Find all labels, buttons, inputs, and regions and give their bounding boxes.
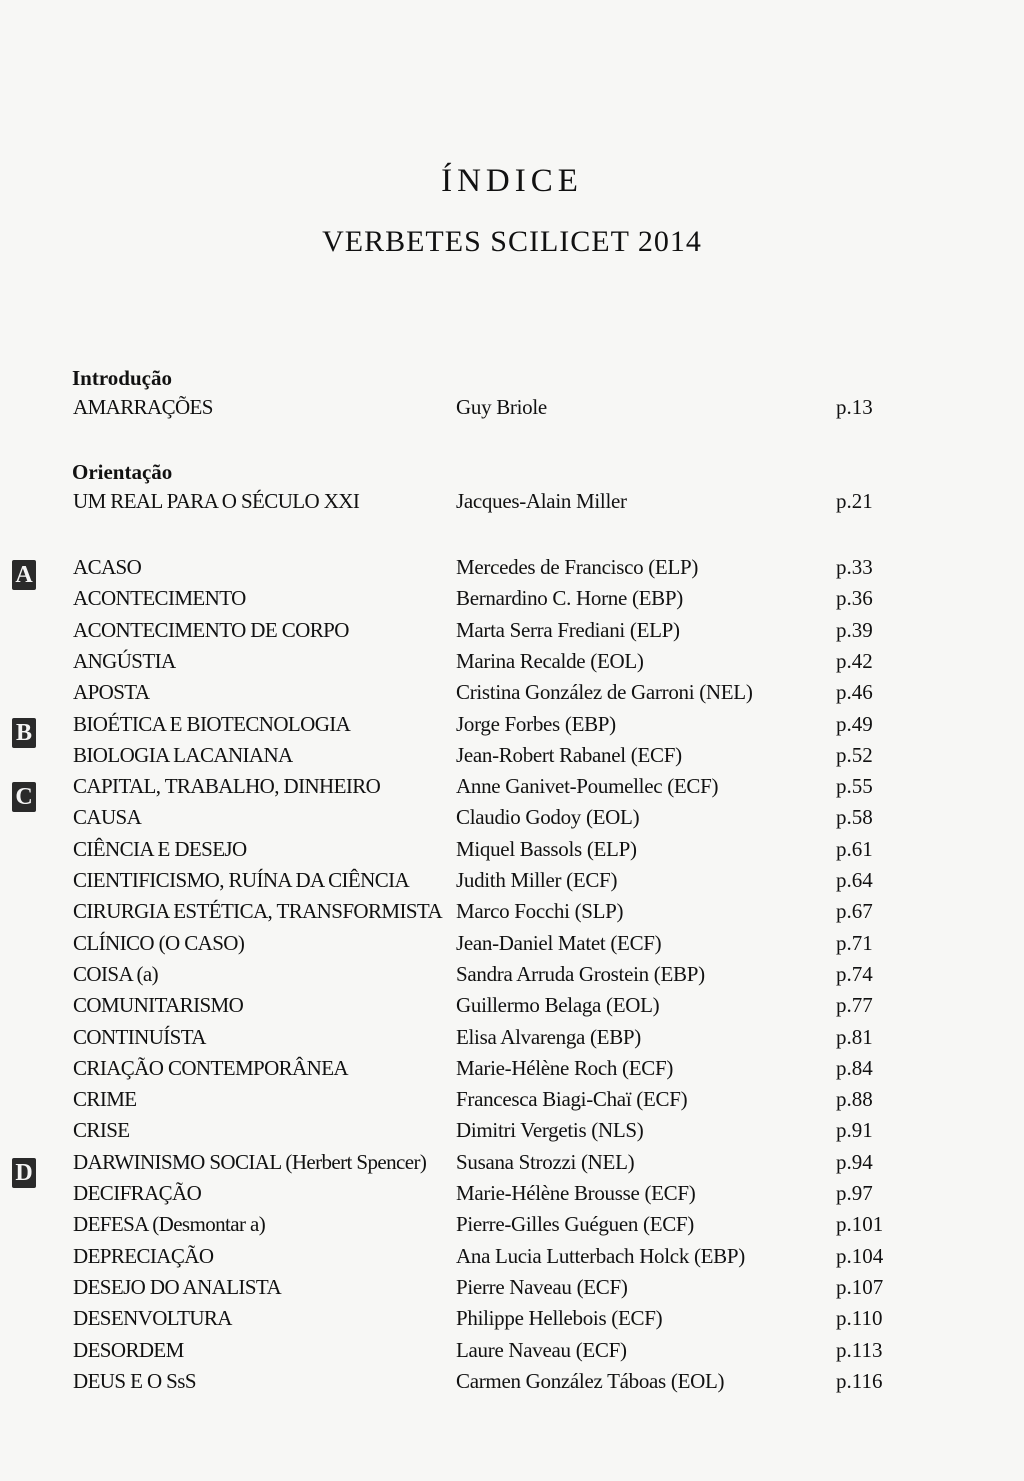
entry-author: Francesca Biagi-Chaï (ECF) bbox=[456, 1087, 688, 1111]
letter-marker-a: A bbox=[12, 560, 36, 590]
index-entry bbox=[0, 586, 1024, 616]
entry-author: Carmen González Táboas (EOL) bbox=[456, 1369, 725, 1393]
index-entry bbox=[0, 1244, 1024, 1274]
entry-author: Laure Naveau (ECF) bbox=[456, 1338, 627, 1362]
index-entry bbox=[0, 555, 1024, 585]
entry-page: p.104 bbox=[836, 1244, 884, 1268]
entry-term: DEFESA (Desmontar a) bbox=[73, 1212, 266, 1236]
entry-page: p.21 bbox=[836, 489, 873, 513]
entry-author: Cristina González de Garroni (NEL) bbox=[456, 680, 753, 704]
index-entry bbox=[0, 962, 1024, 992]
entry-page: p.107 bbox=[836, 1275, 884, 1299]
page-subtitle: VERBETES SCILICET 2014 bbox=[322, 225, 702, 258]
entry-author: Guillermo Belaga (EOL) bbox=[456, 993, 660, 1017]
index-entry bbox=[0, 837, 1024, 867]
index-entry bbox=[0, 1025, 1024, 1055]
entry-author: Marta Serra Frediani (ELP) bbox=[456, 618, 680, 642]
entry-page: p.61 bbox=[836, 837, 873, 861]
index-entry bbox=[0, 1306, 1024, 1336]
entry-term: DESEJO DO ANALISTA bbox=[73, 1275, 282, 1299]
entry-term: COMUNITARISMO bbox=[73, 993, 244, 1017]
entry-page: p.64 bbox=[836, 868, 873, 892]
index-entry bbox=[0, 868, 1024, 898]
entry-term: UM REAL PARA O SÉCULO XXI bbox=[73, 489, 360, 513]
index-entry bbox=[0, 1212, 1024, 1242]
entry-term: CRISE bbox=[73, 1118, 130, 1142]
entry-author: Jean-Daniel Matet (ECF) bbox=[456, 931, 662, 955]
index-entry bbox=[0, 743, 1024, 773]
entry-term: DECIFRAÇÃO bbox=[73, 1181, 202, 1205]
entry-page: p.84 bbox=[836, 1056, 873, 1080]
entry-term: DARWINISMO SOCIAL (Herbert Spencer) bbox=[73, 1150, 427, 1174]
orientation-entry bbox=[0, 489, 1024, 519]
entry-page: p.52 bbox=[836, 743, 873, 767]
entry-author: Dimitri Vergetis (NLS) bbox=[456, 1118, 644, 1142]
entry-page: p.91 bbox=[836, 1118, 873, 1142]
entry-author: Jacques-Alain Miller bbox=[456, 489, 627, 513]
entry-term: CIÊNCIA E DESEJO bbox=[73, 837, 247, 861]
entry-term: ACONTECIMENTO bbox=[73, 586, 246, 610]
entry-page: p.67 bbox=[836, 899, 873, 923]
entry-page: p.94 bbox=[836, 1150, 873, 1174]
index-entry bbox=[0, 649, 1024, 679]
entry-author: Sandra Arruda Grostein (EBP) bbox=[456, 962, 705, 986]
entry-term: CRIAÇÃO CONTEMPORÂNEA bbox=[73, 1056, 349, 1080]
entry-page: p.13 bbox=[836, 395, 873, 419]
entry-page: p.97 bbox=[836, 1181, 873, 1205]
orientation-heading: Orientação bbox=[72, 460, 173, 484]
index-entry bbox=[0, 1118, 1024, 1148]
index-entry bbox=[0, 1275, 1024, 1305]
entry-term: DESORDEM bbox=[73, 1338, 184, 1362]
entry-page: p.113 bbox=[836, 1338, 883, 1362]
entry-author: Pierre Naveau (ECF) bbox=[456, 1275, 628, 1299]
entry-author: Anne Ganivet-Poumellec (ECF) bbox=[456, 774, 719, 798]
entry-author: Judith Miller (ECF) bbox=[456, 868, 618, 892]
index-entry bbox=[0, 1181, 1024, 1211]
index-entry bbox=[0, 1369, 1024, 1399]
entry-page: p.116 bbox=[836, 1369, 883, 1393]
entry-term: BIOÉTICA E BIOTECNOLOGIA bbox=[73, 712, 351, 736]
entry-term: ACONTECIMENTO DE CORPO bbox=[73, 618, 349, 642]
index-entry bbox=[0, 1150, 1024, 1180]
entry-author: Marie-Hélène Brousse (ECF) bbox=[456, 1181, 696, 1205]
entry-page: p.39 bbox=[836, 618, 873, 642]
index-entry bbox=[0, 1087, 1024, 1117]
index-entry bbox=[0, 680, 1024, 710]
entry-author: Marie-Hélène Roch (ECF) bbox=[456, 1056, 674, 1080]
entry-term: ANGÚSTIA bbox=[73, 649, 176, 673]
entry-page: p.77 bbox=[836, 993, 873, 1017]
entry-term: CRIME bbox=[73, 1087, 137, 1111]
entry-page: p.81 bbox=[836, 1025, 873, 1049]
entry-page: p.110 bbox=[836, 1306, 883, 1330]
entry-page: p.58 bbox=[836, 805, 873, 829]
entry-term: CONTINUÍSTA bbox=[73, 1025, 206, 1049]
entry-author: Jorge Forbes (EBP) bbox=[456, 712, 616, 736]
entry-term: ACASO bbox=[73, 555, 142, 579]
entry-page: p.33 bbox=[836, 555, 873, 579]
letter-marker-d: D bbox=[12, 1158, 36, 1188]
index-entry bbox=[0, 1056, 1024, 1086]
entry-term: CAUSA bbox=[73, 805, 142, 829]
entry-page: p.46 bbox=[836, 680, 873, 704]
letter-marker-c: C bbox=[12, 782, 36, 812]
index-entry bbox=[0, 774, 1024, 804]
entry-author: Philippe Hellebois (ECF) bbox=[456, 1306, 663, 1330]
page-title: ÍNDICE bbox=[441, 163, 583, 199]
entry-term: CLÍNICO (O CASO) bbox=[73, 931, 245, 955]
index-entry bbox=[0, 618, 1024, 648]
entry-author: Mercedes de Francisco (ELP) bbox=[456, 555, 699, 579]
index-entry bbox=[0, 993, 1024, 1023]
entry-author: Susana Strozzi (NEL) bbox=[456, 1150, 635, 1174]
index-entry bbox=[0, 1338, 1024, 1368]
entry-page: p.42 bbox=[836, 649, 873, 673]
intro-entry bbox=[0, 395, 1024, 425]
entry-term: AMARRAÇÕES bbox=[73, 395, 213, 419]
entry-page: p.36 bbox=[836, 586, 873, 610]
intro-heading: Introdução bbox=[72, 366, 172, 390]
index-entry bbox=[0, 805, 1024, 835]
entry-author: Pierre-Gilles Guéguen (ECF) bbox=[456, 1212, 695, 1236]
entry-page: p.101 bbox=[836, 1212, 884, 1236]
entry-term: DEUS E O SsS bbox=[73, 1369, 196, 1393]
index-entry bbox=[0, 931, 1024, 961]
entry-page: p.71 bbox=[836, 931, 873, 955]
index-entry bbox=[0, 712, 1024, 742]
entry-author: Marco Focchi (SLP) bbox=[456, 899, 624, 923]
entry-term: DESENVOLTURA bbox=[73, 1306, 232, 1330]
entry-term: CAPITAL, TRABALHO, DINHEIRO bbox=[73, 774, 381, 798]
entry-page: p.74 bbox=[836, 962, 873, 986]
entry-author: Bernardino C. Horne (EBP) bbox=[456, 586, 683, 610]
entry-author: Claudio Godoy (EOL) bbox=[456, 805, 640, 829]
index-entry bbox=[0, 899, 1024, 929]
entry-term: CIRURGIA ESTÉTICA, TRANSFORMISTA bbox=[73, 899, 443, 923]
entry-author: Elisa Alvarenga (EBP) bbox=[456, 1025, 641, 1049]
entry-page: p.49 bbox=[836, 712, 873, 736]
entry-term: BIOLOGIA LACANIANA bbox=[73, 743, 293, 767]
entry-author: Miquel Bassols (ELP) bbox=[456, 837, 637, 861]
entry-author: Ana Lucia Lutterbach Holck (EBP) bbox=[456, 1244, 745, 1268]
entry-term: COISA (a) bbox=[73, 962, 159, 986]
entry-author: Jean-Robert Rabanel (ECF) bbox=[456, 743, 682, 767]
entry-term: DEPRECIAÇÃO bbox=[73, 1244, 214, 1268]
entry-page: p.88 bbox=[836, 1087, 873, 1111]
entry-author: Marina Recalde (EOL) bbox=[456, 649, 644, 673]
entry-page: p.55 bbox=[836, 774, 873, 798]
entry-author: Guy Briole bbox=[456, 395, 547, 419]
entry-term: CIENTIFICISMO, RUÍNA DA CIÊNCIA bbox=[73, 868, 410, 892]
letter-marker-b: B bbox=[12, 718, 36, 748]
entry-term: APOSTA bbox=[73, 680, 150, 704]
